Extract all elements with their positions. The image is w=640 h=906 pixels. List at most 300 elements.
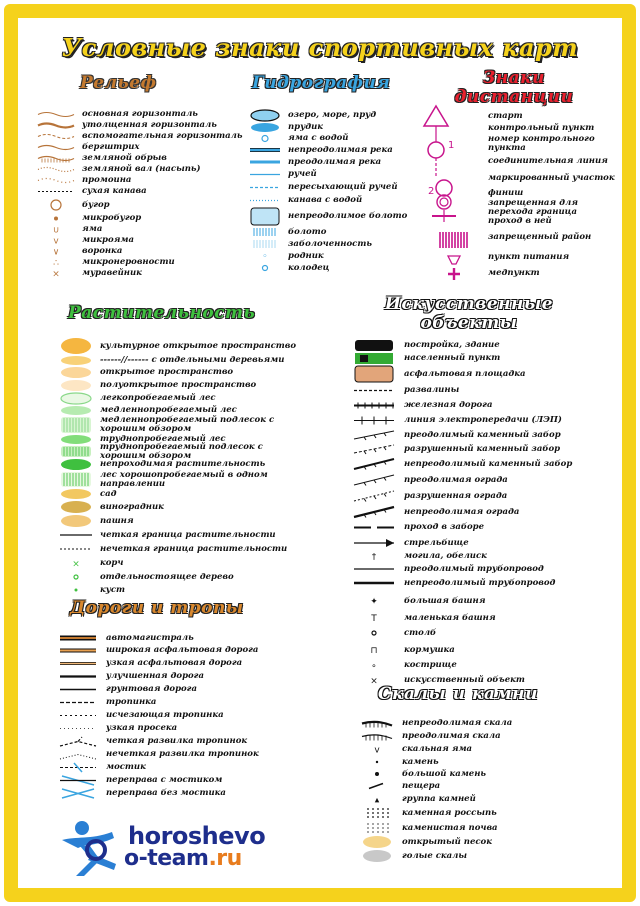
vegetation-item — [58, 337, 310, 355]
distance-label: контрольный пункт — [488, 122, 595, 133]
hydro-symbol-icon — [248, 207, 282, 226]
svg-text:⊓: ⊓ — [370, 646, 378, 656]
roads-symbol-icon — [58, 774, 98, 787]
roads-heading: Дороги и тропы — [70, 598, 244, 618]
hydro-item — [248, 250, 407, 262]
artificial-symbol-icon — [352, 456, 396, 472]
horoshevo-logo[interactable] — [56, 818, 286, 878]
distance-symbols — [418, 104, 480, 284]
artificial-label: преодолимый трубопровод — [404, 563, 544, 574]
distance-item — [482, 248, 614, 266]
relief-symbol-icon — [36, 186, 76, 197]
svg-text:▴: ▴ — [374, 795, 380, 806]
roads-label: нечеткая развилка тропинок — [106, 749, 259, 759]
artificial-item — [352, 520, 572, 535]
hydro-item — [248, 109, 407, 122]
vegetation-symbol-icon — [58, 514, 94, 528]
vegetation-heading: Растительность — [68, 303, 256, 323]
roads-item — [58, 657, 259, 670]
roads-item — [58, 709, 259, 722]
roads-symbol-icon — [58, 722, 98, 735]
relief-label: бергштрих — [82, 142, 140, 152]
relief-symbol-icon — [36, 153, 76, 164]
roads-item — [58, 644, 259, 657]
vegetation-item — [58, 542, 310, 556]
logo-text-line2 — [124, 846, 242, 871]
svg-text:∪: ∪ — [52, 225, 60, 235]
relief-label: земляной обрыв — [82, 153, 167, 163]
vegetation-label: открытое пространство — [100, 367, 234, 377]
rocks-item — [360, 756, 512, 768]
vegetation-symbol-icon — [58, 366, 94, 379]
rocks-item — [360, 717, 512, 730]
vegetation-symbol-icon — [58, 416, 94, 434]
logo-text-line1: horoshevo — [128, 822, 266, 850]
relief-symbol-icon — [36, 268, 76, 279]
relief-symbol-icon — [36, 142, 76, 153]
roads-label: широкая асфальтовая дорога — [106, 645, 259, 655]
vegetation-label: отдельностоящее дерево — [100, 571, 234, 582]
poster-title: Условные знаки спортивных карт — [61, 33, 579, 62]
roads-label: тропинка — [106, 697, 157, 707]
distance-label: соединительная линия — [488, 155, 608, 166]
vegetation-symbol-icon — [58, 458, 94, 471]
vegetation-item — [58, 441, 310, 461]
vegetation-symbol-icon — [58, 434, 94, 445]
relief-symbol-icon — [36, 164, 76, 175]
distance-heading-line1: Знаки — [482, 68, 546, 88]
relief-label: микронеровности — [82, 257, 175, 267]
hydro-label: родник — [288, 250, 324, 261]
vegetation-item — [58, 500, 310, 514]
hydro-label: прудик — [288, 122, 324, 132]
artificial-label: преодолимый каменный забор — [404, 429, 561, 440]
vegetation-label: легкопробегаемый лес — [100, 393, 216, 403]
roads-symbol-icon — [58, 632, 98, 644]
vegetation-label: труднопробегаемый подлесок с хорошим обзором — [100, 441, 263, 461]
rocks-item — [360, 835, 512, 849]
hydro-item — [248, 238, 407, 250]
distance-label: запрещенная для перехода граница проход в ней — [488, 197, 579, 226]
svg-text:✦: ✦ — [370, 597, 378, 607]
artificial-item — [352, 398, 572, 413]
vegetation-label: пашня — [100, 515, 134, 526]
artificial-item — [352, 488, 572, 504]
vegetation-symbol-icon — [58, 583, 94, 597]
roads-item — [58, 632, 259, 644]
hydro-symbol-icon — [248, 109, 282, 122]
hydro-symbol-icon — [248, 181, 282, 194]
distance-item — [482, 168, 614, 188]
roads-label: узкая асфальтовая дорога — [106, 658, 243, 668]
logo-text-team: o-team — [124, 846, 209, 871]
vegetation-label: полуоткрытое пространство — [100, 380, 257, 390]
hydro-heading: Гидрография — [252, 73, 391, 93]
hydro-symbol-icon — [248, 144, 282, 156]
artificial-list — [352, 339, 572, 688]
relief-item — [36, 153, 243, 164]
artificial-item — [352, 504, 572, 520]
hydro-item — [248, 194, 407, 207]
artificial-item — [352, 456, 572, 472]
relief-item — [36, 235, 243, 246]
rocks-item — [360, 793, 512, 806]
artificial-label: искусственный объект — [404, 675, 525, 685]
relief-list — [36, 109, 243, 279]
hydro-symbol-icon — [248, 168, 282, 181]
artificial-label: проход в заборе — [404, 522, 485, 532]
hydro-label: озеро, море, пруд — [288, 110, 377, 120]
rocks-label: каменная россыпь — [402, 808, 497, 818]
artificial-heading-line2: объекты — [420, 313, 518, 333]
distance-item — [482, 134, 614, 154]
vegetation-symbol-icon — [58, 405, 94, 416]
vegetation-symbol-icon — [58, 355, 94, 366]
rocks-heading: Скалы и камни — [378, 684, 538, 704]
artificial-symbol-icon — [352, 551, 396, 562]
relief-item — [36, 142, 243, 153]
vegetation-item — [58, 366, 310, 379]
svg-text:v: v — [374, 745, 380, 756]
relief-label: сухая канава — [82, 186, 147, 196]
vegetation-item — [58, 355, 310, 366]
roads-symbol-icon — [58, 644, 98, 657]
rocks-item — [360, 730, 512, 743]
relief-label: основная горизонталь — [82, 109, 198, 119]
distance-heading — [454, 69, 574, 107]
rocks-symbol-icon — [360, 821, 394, 835]
relief-symbol-icon — [36, 213, 76, 224]
roads-label: грунтовая дорога — [106, 684, 197, 694]
roads-label: автомагистраль — [106, 632, 194, 643]
hydro-label: непреодолимое болото — [288, 211, 408, 221]
vegetation-symbol-icon — [58, 445, 94, 458]
roads-item — [58, 787, 259, 800]
rocks-item — [360, 780, 512, 793]
artificial-label: линия электропередачи (ЛЭП) — [404, 415, 562, 425]
rocks-label: каменистая почва — [402, 822, 498, 833]
distance-heading-line2: дистанции — [454, 87, 574, 107]
artificial-label: населенный пункт — [404, 353, 501, 363]
artificial-symbol-icon — [352, 413, 396, 428]
svg-text:v: v — [53, 236, 59, 246]
artificial-symbol-icon — [352, 428, 396, 442]
relief-item — [36, 109, 243, 120]
roads-item — [58, 735, 259, 748]
roads-symbol-icon — [58, 683, 98, 696]
distance-item — [482, 198, 614, 226]
hydro-label: яма с водой — [288, 133, 349, 143]
rocks-symbol-icon — [360, 730, 394, 743]
roads-label: мостик — [106, 762, 146, 772]
rocks-label: пещера — [402, 781, 441, 791]
rocks-item — [360, 806, 512, 821]
rocks-label: непреодолимая скала — [402, 718, 513, 728]
hydro-symbol-icon — [248, 122, 282, 133]
roads-label: улучшенная дорога — [106, 671, 204, 681]
relief-item — [36, 164, 243, 175]
relief-item — [36, 213, 243, 224]
relief-symbol-icon — [36, 131, 76, 142]
artificial-symbol-icon — [352, 612, 396, 624]
artificial-item — [352, 352, 572, 365]
hydro-symbol-icon — [248, 238, 282, 250]
relief-label: микрояма — [82, 235, 134, 245]
artificial-label: могила, обелиск — [404, 551, 487, 561]
relief-item — [36, 120, 243, 131]
artificial-label: постройка, здание — [404, 340, 500, 350]
rocks-label: голые скалы — [402, 850, 467, 861]
rocks-label: преодолимая скала — [402, 731, 501, 741]
artificial-label: маленькая башня — [404, 612, 496, 623]
artificial-symbol-icon — [352, 658, 396, 673]
hydro-item — [248, 144, 407, 156]
vegetation-label: непроходимая растительность — [100, 459, 266, 469]
artificial-symbol-icon — [352, 624, 396, 642]
artificial-label: разрушенная ограда — [404, 490, 508, 501]
relief-symbol-icon — [36, 175, 76, 186]
relief-heading: Рельеф — [80, 73, 157, 93]
vegetation-label: корч — [100, 558, 124, 568]
vegetation-label: медленнопробегаемый лес — [100, 405, 237, 415]
rocks-symbol-icon — [360, 756, 394, 768]
roads-label: исчезающая тропинка — [106, 710, 224, 720]
artificial-label: столб — [404, 627, 437, 638]
vegetation-label: сад — [100, 488, 117, 499]
vegetation-symbol-icon — [58, 528, 94, 542]
rocks-label: группа камней — [402, 794, 476, 804]
artificial-item — [352, 442, 572, 456]
artificial-item — [352, 472, 572, 488]
artificial-symbol-icon — [352, 352, 396, 365]
artificial-label: разрушенный каменный забор — [404, 443, 561, 454]
relief-item — [36, 246, 243, 257]
artificial-label: большая башня — [404, 595, 486, 606]
svg-text:∨: ∨ — [52, 247, 60, 257]
artificial-label: непреодолимый трубопровод — [404, 577, 556, 588]
vegetation-item — [58, 488, 310, 500]
vegetation-label: нечеткая граница растительности — [100, 543, 288, 554]
hydro-item — [248, 168, 407, 181]
roads-symbol-icon — [58, 670, 98, 683]
relief-symbol-icon — [36, 224, 76, 235]
relief-symbol-icon — [36, 120, 76, 131]
artificial-symbol-icon — [352, 339, 396, 352]
artificial-label: стрельбище — [404, 537, 469, 548]
relief-label: воронка — [82, 246, 123, 256]
relief-item — [36, 268, 243, 279]
hydro-symbol-icon — [248, 156, 282, 168]
rocks-symbol-icon — [360, 780, 394, 793]
distance-item — [482, 266, 614, 280]
roads-symbol-icon — [58, 761, 98, 774]
vegetation-item — [58, 556, 310, 571]
rocks-symbol-icon — [360, 743, 394, 756]
artificial-symbol-icon — [352, 642, 396, 658]
hydro-label: преодолимая река — [288, 156, 382, 167]
hydro-symbol-icon — [248, 250, 282, 262]
hydro-symbol-icon — [248, 133, 282, 144]
rocks-symbol-icon — [360, 717, 394, 730]
vegetation-label: ------//------ с отдельными деревьями — [100, 355, 285, 365]
rocks-symbol-icon — [360, 849, 394, 863]
artificial-item — [352, 551, 572, 562]
distance-label: номер контрольного пункта — [488, 134, 595, 153]
hydro-item — [248, 207, 407, 226]
roads-label: переправа с мостиком — [106, 775, 223, 785]
rocks-label: скальная яма — [402, 744, 473, 754]
artificial-item — [352, 383, 572, 398]
artificial-label: кормушка — [404, 644, 455, 655]
svg-text:◦: ◦ — [262, 252, 268, 262]
vegetation-item — [58, 471, 310, 488]
relief-item — [36, 131, 243, 142]
artificial-heading — [374, 295, 564, 333]
hydro-label: болото — [288, 226, 327, 237]
artificial-item — [352, 428, 572, 442]
artificial-label: кострище — [404, 660, 457, 670]
cp-number-2: 2 — [428, 186, 435, 197]
svg-text:†: † — [371, 552, 377, 562]
vegetation-item — [58, 514, 310, 528]
artificial-item — [352, 658, 572, 673]
vegetation-symbol-icon — [58, 379, 94, 392]
artificial-item — [352, 535, 572, 551]
hydro-item — [248, 156, 407, 168]
artificial-item — [352, 576, 572, 590]
cp-number-1: 1 — [448, 140, 455, 151]
vegetation-symbol-icon — [58, 500, 94, 514]
relief-label: вспомогательная горизонталь — [82, 131, 243, 141]
roads-item — [58, 722, 259, 735]
artificial-label: асфальтовая площадка — [404, 368, 526, 379]
vegetation-label: куст — [100, 584, 126, 595]
svg-text:∴: ∴ — [53, 258, 59, 268]
vegetation-item — [58, 379, 310, 392]
rocks-label: камень — [402, 756, 439, 767]
vegetation-symbol-icon — [58, 542, 94, 556]
vegetation-item — [58, 416, 310, 434]
vegetation-symbol-icon — [58, 488, 94, 500]
vegetation-symbol-icon — [58, 556, 94, 571]
vegetation-item — [58, 392, 310, 405]
roads-symbol-icon — [58, 748, 98, 761]
artificial-symbol-icon — [352, 520, 396, 535]
artificial-item — [352, 339, 572, 352]
hydro-item — [248, 133, 407, 144]
artificial-item — [352, 624, 572, 642]
roads-item — [58, 774, 259, 787]
rocks-symbol-icon — [360, 835, 394, 849]
artificial-heading-line1: Искусственные — [384, 294, 554, 314]
rocks-item — [360, 768, 512, 780]
rocks-item — [360, 743, 512, 756]
vegetation-item — [58, 571, 310, 583]
artificial-symbol-icon — [352, 383, 396, 398]
distance-label: пункт питания — [488, 251, 570, 262]
artificial-label: непреодолимый каменный забор — [404, 458, 573, 469]
relief-item — [36, 175, 243, 186]
svg-text:∘: ∘ — [371, 661, 377, 672]
relief-symbol-icon — [36, 197, 76, 213]
artificial-item — [352, 590, 572, 612]
roads-symbol-icon — [58, 657, 98, 670]
rocks-label: открытый песок — [402, 836, 492, 847]
hydro-symbol-icon — [248, 194, 282, 207]
roads-symbol-icon — [58, 787, 98, 800]
hydro-item — [248, 181, 407, 194]
rocks-item — [360, 821, 512, 835]
relief-item — [36, 186, 243, 197]
artificial-symbol-icon — [352, 576, 396, 590]
relief-label: микробугор — [82, 213, 142, 223]
artificial-symbol-icon — [352, 472, 396, 488]
distance-label: старт — [488, 110, 523, 121]
roads-item — [58, 683, 259, 696]
hydro-label: канава с водой — [288, 195, 363, 205]
vegetation-label: медленнопробегаемый подлесок с хорошим обзором — [100, 415, 275, 434]
vegetation-label: виноградник — [100, 501, 164, 512]
roads-label: узкая просека — [106, 723, 178, 733]
relief-label: утолщенная горизонталь — [82, 120, 217, 130]
relief-label: бугор — [82, 199, 110, 210]
vegetation-symbol-icon — [58, 471, 94, 488]
distance-list — [482, 110, 614, 280]
roads-label: четкая развилка тропинок — [106, 736, 248, 746]
hydro-label: непреодолимая река — [288, 144, 393, 155]
relief-item — [36, 257, 243, 268]
hydro-label: пересыхающий ручей — [288, 182, 398, 192]
rocks-label: большой камень — [402, 768, 486, 779]
rocks-symbol-icon — [360, 806, 394, 821]
rocks-item — [360, 849, 512, 863]
artificial-item — [352, 562, 572, 576]
artificial-item — [352, 413, 572, 428]
roads-item — [58, 761, 259, 774]
rocks-symbol-icon — [360, 793, 394, 806]
roads-symbol-icon — [58, 709, 98, 722]
roads-label: переправа без мостика — [106, 788, 226, 798]
vegetation-label: культурное открытое пространство — [100, 340, 296, 351]
distance-item — [482, 226, 614, 248]
distance-item — [482, 188, 614, 198]
vegetation-item — [58, 583, 310, 597]
distance-item — [482, 110, 614, 122]
hydro-item — [248, 226, 407, 238]
artificial-item — [352, 365, 572, 383]
distance-item — [482, 154, 614, 168]
relief-label: муравейник — [82, 268, 142, 278]
relief-symbol-icon — [36, 109, 76, 120]
relief-label: земляной вал (насыпь) — [82, 164, 201, 174]
vegetation-label: лес хорошопробегаемый в одном направлении — [100, 469, 268, 489]
artificial-symbol-icon — [352, 365, 396, 383]
relief-label: яма — [82, 224, 103, 234]
artificial-item — [352, 612, 572, 624]
distance-label: маркированный участок — [488, 172, 615, 183]
svg-text:×: × — [52, 269, 60, 279]
relief-symbol-icon — [36, 246, 76, 257]
hydro-symbol-icon — [248, 262, 282, 274]
vegetation-label: четкая граница растительности — [100, 529, 276, 540]
vegetation-symbol-icon — [58, 571, 94, 583]
svg-text:T: T — [371, 614, 377, 624]
artificial-symbol-icon — [352, 590, 396, 612]
relief-label: промоина — [82, 175, 132, 185]
roads-list — [58, 632, 259, 800]
relief-symbol-icon — [36, 235, 76, 246]
roads-symbol-icon — [58, 735, 98, 748]
